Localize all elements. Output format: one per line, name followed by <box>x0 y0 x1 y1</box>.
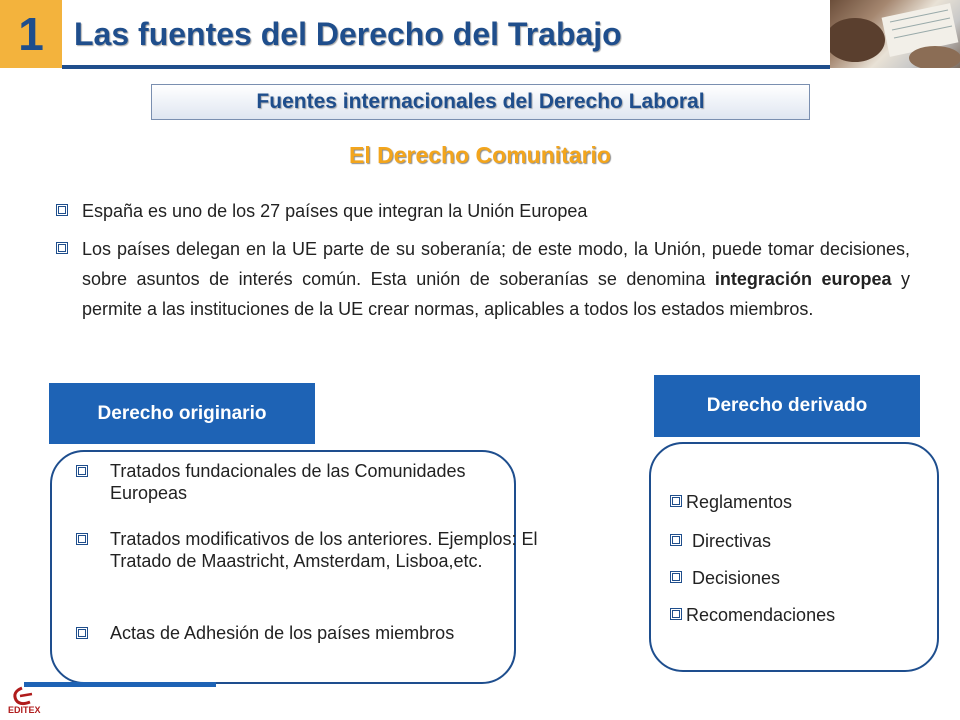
bullet-item <box>56 196 587 226</box>
footer-logo-text: EDITEX <box>8 705 41 715</box>
derivado-item-text: Directivas <box>692 531 772 551</box>
list-item <box>76 460 540 504</box>
bullet-text-part1: Los países delegan en la UE parte de su soberanía; de este modo, la Unión, puede tomar decisiones, sobre asuntos de interés común. Esta unión de soberanías se denomina <box>82 239 910 289</box>
derecho-originario-header <box>49 383 315 444</box>
list-item <box>670 567 780 589</box>
section-title: Fuentes internacionales del Derecho Laboral <box>256 90 705 113</box>
list-item <box>76 622 540 644</box>
checkbox-bullet-icon <box>670 534 682 546</box>
derivado-item-text: Recomendaciones <box>686 605 836 625</box>
checkbox-bullet-icon <box>76 533 88 545</box>
checkbox-bullet-icon <box>56 242 68 254</box>
derivado-item-text: Decisiones <box>692 568 781 588</box>
checkbox-bullet-icon <box>670 608 682 620</box>
list-item <box>76 528 540 572</box>
header-photo <box>830 0 960 68</box>
list-item <box>670 530 771 552</box>
list-item <box>670 491 792 513</box>
checkbox-bullet-icon <box>76 627 88 639</box>
chapter-badge <box>0 0 62 68</box>
derecho-derivado-label: Derecho derivado <box>706 395 868 416</box>
section-title-box <box>151 84 810 120</box>
header-divider <box>62 65 830 69</box>
chapter-number: 1 <box>18 8 44 60</box>
bullet-item <box>56 234 910 324</box>
bullet-text-part2: y permite a las instituciones de la UE crear normas, aplicables a todos los estados miembros. <box>82 269 910 319</box>
subtitle: El Derecho Comunitario <box>349 142 611 168</box>
checkbox-bullet-icon <box>670 495 682 507</box>
page-title: Las fuentes del Derecho del Trabajo <box>74 16 622 52</box>
list-item <box>670 604 835 626</box>
originario-item-text: Actas de Adhesión de los países miembros <box>110 623 455 643</box>
derivado-item-text: Reglamentos <box>686 492 793 512</box>
derecho-originario-label: Derecho originario <box>97 402 267 424</box>
originario-item-text: Tratados modificativos de los anteriores. Ejemplos: El Tratado de Maastricht, Amsterdam, Lisboa,etc. <box>110 529 538 571</box>
checkbox-bullet-icon <box>76 465 88 477</box>
checkbox-bullet-icon <box>670 571 682 583</box>
originario-item-text: Tratados fundacionales de las Comunidades Europeas <box>110 461 466 503</box>
bullet-text: España es uno de los 27 países que integran la Unión Europea <box>82 201 588 221</box>
checkbox-bullet-icon <box>56 204 68 216</box>
derecho-derivado-header <box>654 375 920 437</box>
derecho-derivado-box <box>649 442 939 672</box>
bullet-text-bold: integración europea <box>714 269 892 289</box>
